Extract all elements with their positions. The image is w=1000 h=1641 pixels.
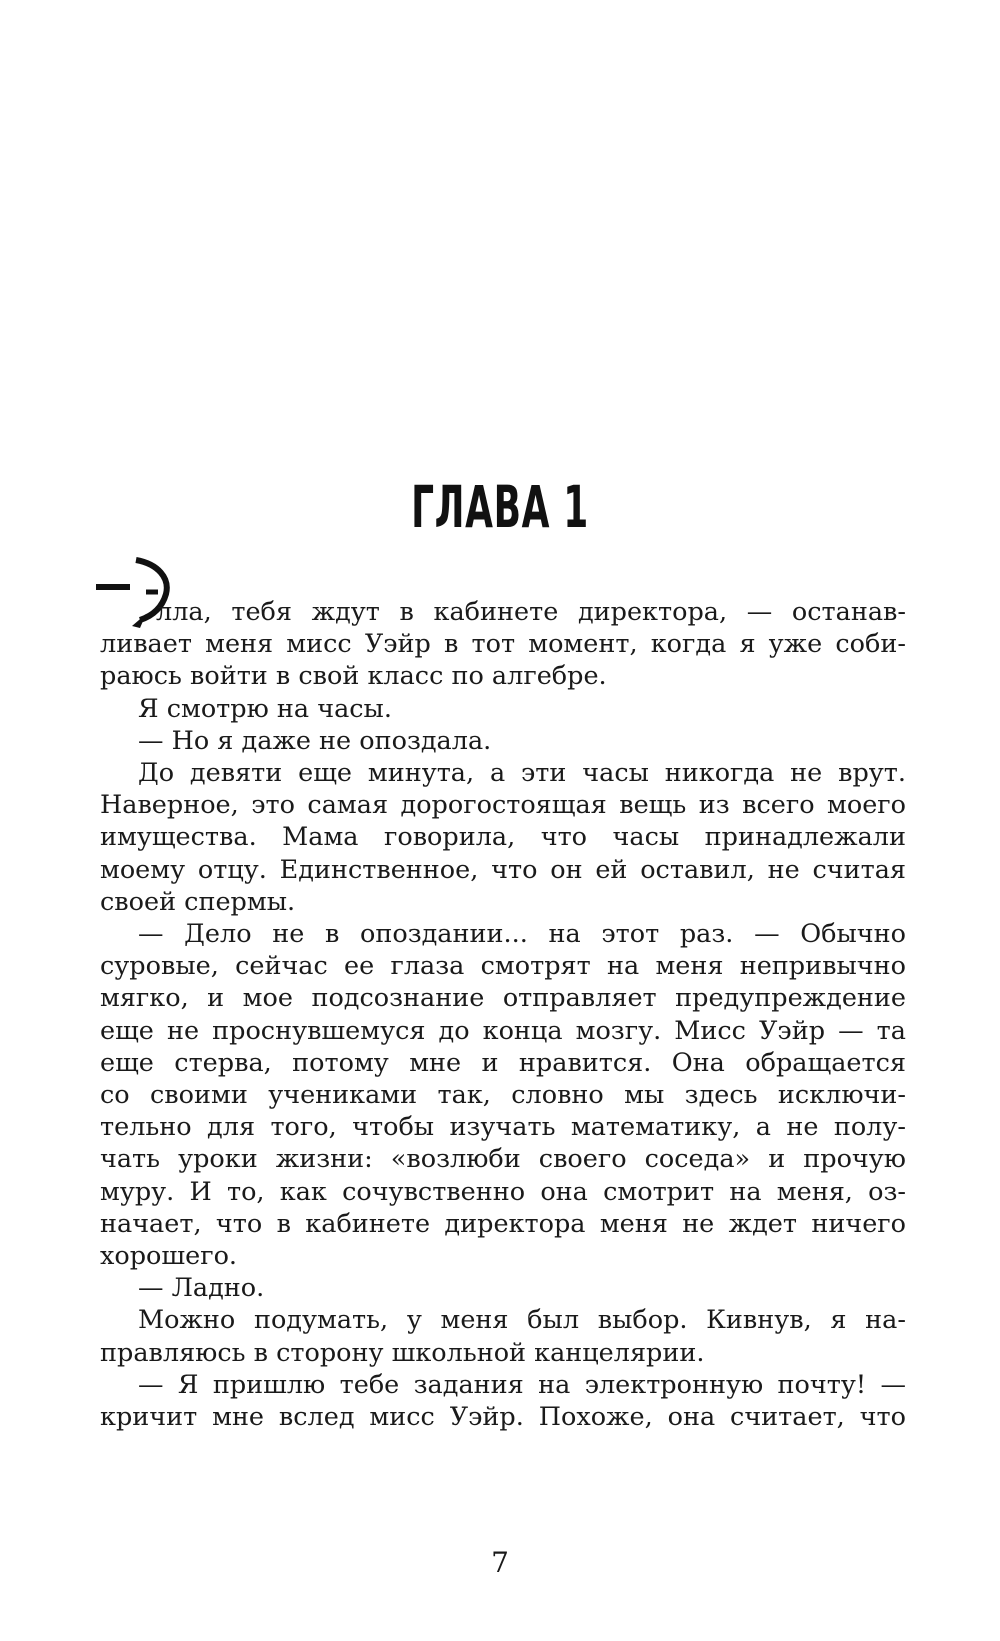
text-line: лла, тебя ждут в кабинете директора, — останав- xyxy=(156,597,906,627)
chapter-title: ГЛАВА 1 xyxy=(411,473,589,541)
text-line: начает, что в кабинете директора меня не ждет ничего xyxy=(100,1208,906,1239)
text-line: хорошего. xyxy=(100,1241,238,1272)
text-line: — Дело не в опоздании... на этот раз. — Обычно xyxy=(138,919,906,950)
text-line: Наверное, это самая дорогостоящая вещь из всего моего xyxy=(100,790,906,821)
paragraph-4 xyxy=(100,757,906,918)
text-line: — Я пришлю тебе задания на электронную почту! — xyxy=(138,1369,906,1400)
text-line: До девяти еще минута, а эти часы никогда не врут. xyxy=(138,758,906,789)
text-line: еще стерва, потому мне и нравится. Она обращается xyxy=(100,1047,906,1078)
body-text xyxy=(100,596,906,1433)
text-line: моему отцу. Единственное, что он ей оставил, не считая xyxy=(100,854,906,885)
text-line: мягко, и мое подсознание отправляет предупреждение xyxy=(100,983,906,1014)
text-line: тельно для того, чтобы изучать математику, а не полу- xyxy=(100,1112,906,1143)
text-line: — Ладно. xyxy=(138,1273,265,1304)
paragraph-7 xyxy=(100,1304,906,1368)
text-line: муру. И то, как сочувственно она смотрит на меня, оз- xyxy=(100,1176,906,1207)
text-line: суровые, сейчас ее глаза смотрят на меня непривычно xyxy=(100,951,906,982)
paragraph-5 xyxy=(100,918,906,1272)
text-line: Можно подумать, у меня был выбор. Кивнув, я на- xyxy=(138,1305,906,1336)
text-line: чать уроки жизни: «возлюби своего соседа» и прочую xyxy=(100,1144,906,1175)
page-number: 7 xyxy=(491,1546,509,1579)
paragraph-3 xyxy=(100,725,906,757)
text-line: ливает меня мисс Уэйр в тот момент, когда я уже соби- xyxy=(100,629,906,660)
text-line: раюсь войти в свой класс по алгебре. xyxy=(100,661,607,692)
text-line: правляюсь в сторону школьной канцелярии. xyxy=(100,1337,705,1368)
text-line: — Но я даже не опоздала. xyxy=(138,725,492,756)
text-line: еще не проснувшемуся до конца мозгу. Мисс Уэйр — та xyxy=(100,1015,906,1046)
paragraph-2 xyxy=(100,693,906,725)
text-line: Я смотрю на часы. xyxy=(138,693,392,724)
text-line: со своими учениками так, словно мы здесь исключи- xyxy=(100,1080,906,1111)
text-line: кричит мне вслед мисс Уэйр. Похоже, она считает, что xyxy=(100,1402,906,1433)
paragraph-6 xyxy=(100,1272,906,1304)
paragraph-8 xyxy=(100,1369,906,1433)
text-line: имущества. Мама говорила, что часы принадлежали xyxy=(100,822,906,853)
paragraph-1 xyxy=(100,596,906,693)
text-line: своей спермы. xyxy=(100,886,296,917)
